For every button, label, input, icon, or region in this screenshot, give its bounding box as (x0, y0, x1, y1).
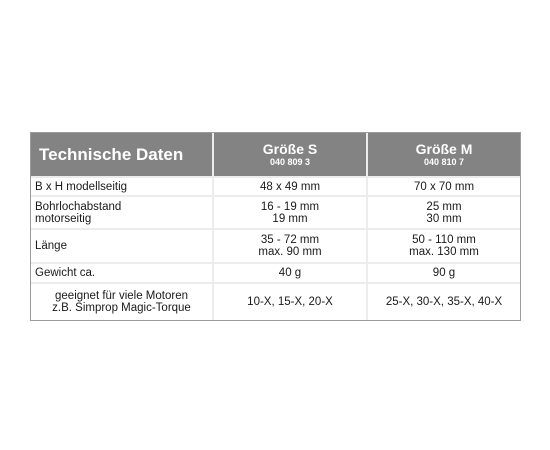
table-row-motors (31, 284, 520, 320)
row-value-s: 48 x 49 mm (214, 178, 368, 195)
header-size-m (368, 133, 520, 176)
row-value-m: 50 - 110 mm max. 130 mm (409, 234, 479, 258)
row-label: Länge (31, 230, 214, 262)
technical-data-table (30, 132, 521, 321)
row-value-m: 70 x 70 mm (413, 180, 475, 193)
row-label: Bohrlochabstand motorseitig (31, 197, 214, 228)
row-label: Gewicht ca. (31, 264, 214, 282)
header-size-s (214, 133, 368, 176)
size-m-label: Größe M (415, 141, 473, 157)
row-value-m: 25 mm 30 mm (426, 200, 462, 225)
size-s-number: 040 809 3 (269, 157, 311, 167)
row-label: geeignet für viele Motoren z.B. Simprop Magic-Torque (31, 284, 214, 320)
row-value-m: 90 g (432, 267, 456, 279)
row-value-s: 35 - 72 mm max. 90 mm (214, 230, 368, 262)
table-row-hole-spacing (31, 197, 520, 230)
row-value-s: 10-X, 15-X, 20-X (214, 284, 368, 320)
row-label: B x H modellseitig (31, 178, 214, 195)
size-s-label: Größe S (262, 141, 318, 157)
size-m-number: 040 810 7 (423, 157, 465, 167)
table-header-row (31, 133, 520, 178)
row-value-s: 16 - 19 mm 19 mm (214, 197, 368, 228)
row-value-m: 25-X, 30-X, 35-X, 40-X (385, 296, 503, 308)
table-row-weight (31, 264, 520, 284)
table-title: Technische Daten (31, 133, 214, 176)
row-value-s: 40 g (214, 264, 368, 282)
table-row-dimensions (31, 178, 520, 197)
table-row-length (31, 230, 520, 264)
